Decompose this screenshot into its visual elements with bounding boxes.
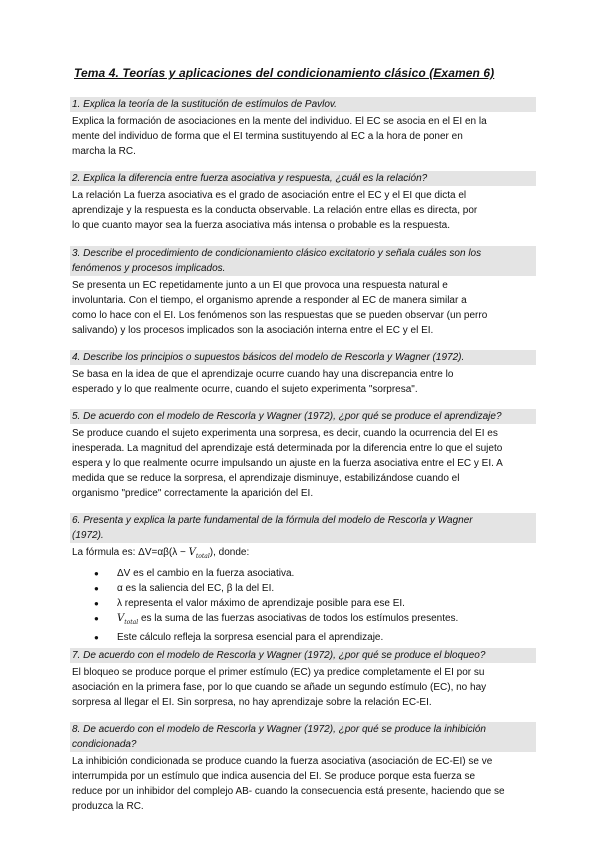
answer-line: El bloqueo se produce porque el primer estímulo (EC) ya predice completamente el EI por su	[72, 667, 485, 678]
answer-line: medida que se reduce la sorpresa, el aprendizaje disminuye, estabilizándose cuando el	[72, 473, 460, 484]
answer-line: La relación La fuerza asociativa es el grado de asociación entre el EC y el EI que dicta el	[72, 190, 467, 201]
question-4	[70, 350, 536, 397]
document-title: Tema 4. Teorías y aplicaciones del condicionamiento clásico (Examen 6)	[74, 66, 495, 80]
question-3	[70, 246, 536, 338]
bullet-item: ● α es la saliencia del EC, β la del EI.	[70, 581, 536, 596]
question-2-title: 2. Explica la diferencia entre fuerza asociativa y respuesta, ¿cuál es la relación?	[70, 171, 536, 186]
title-line: 3. Describe el procedimiento de condicionamiento clásico excitatorio y señala cuáles son los	[72, 248, 482, 259]
question-7-title: 7. De acuerdo con el modelo de Rescorla y Wagner (1972), ¿por qué se produce el bloqueo?	[70, 648, 536, 663]
question-3-answer	[70, 278, 536, 338]
question-4-answer	[70, 367, 536, 397]
answer-line: marcha la RC.	[72, 146, 136, 157]
question-8	[70, 722, 536, 814]
answer-line: espera y lo que realmente ocurre impulsando un ajuste en la fuerza asociativa entre el EC y EI. A	[72, 458, 503, 469]
title-line: condicionada?	[72, 739, 137, 750]
question-4-title: 4. Describe los principios o supuestos básicos del modelo de Rescorla y Wagner (1972).	[70, 350, 536, 365]
answer-line: sorpresa al llegar el EI. Sin sorpresa, no hay aprendizaje sobre la relación EC-EI.	[72, 697, 432, 708]
title-line: 6. Presenta y explica la parte fundamental de la fórmula del modelo de Rescorla y Wagner	[72, 515, 473, 526]
question-1-answer	[70, 114, 536, 159]
answer-line: asociación en la primera fase, por lo que cuando se añade un segundo estímulo (EC), no hay	[72, 682, 487, 693]
answer-line: salivando) y los procesos implicados son la asociación interna entre el EC y el EI.	[72, 325, 434, 336]
title-line: (1972).	[72, 530, 104, 541]
formula-bullet-list	[70, 566, 536, 645]
question-6-title	[70, 513, 536, 543]
question-3-title	[70, 246, 536, 276]
question-6-formula	[70, 545, 536, 564]
answer-line: como lo hace con el EI. Los fenómenos son las respuestas que se pueden observar (un perro	[72, 310, 488, 321]
question-2-answer	[70, 188, 536, 233]
bullet-item: ● Este cálculo refleja la sorpresa esencial para el aprendizaje.	[70, 630, 536, 645]
answer-line: interrumpida por un estímulo que indica ausencia del EI. Se produce porque esta fuerza se	[72, 771, 476, 782]
formula-subscript: total	[124, 619, 139, 626]
formula-variable: V	[188, 547, 196, 558]
question-5-title: 5. De acuerdo con el modelo de Rescorla y Wagner (1972), ¿por qué se produce el aprendizaje?	[70, 409, 536, 424]
answer-line: La inhibición condicionada se produce cuando la fuerza asociativa (asociación de EC-EI) se ve	[72, 756, 493, 767]
answer-line: esperado y lo que realmente ocurre, cuando el sujeto experimenta "sorpresa".	[72, 384, 418, 395]
answer-line: Se basa en la idea de que el aprendizaje ocurre cuando hay una discrepancia entre lo	[72, 369, 454, 380]
answer-line: reduce por un inhibidor del complejo AB- cuando la consecuencia está presente, haciendo que se	[72, 786, 505, 797]
question-1	[70, 97, 536, 159]
question-1-title: 1. Explica la teoría de la sustitución de estímulos de Pavlov.	[70, 97, 536, 112]
answer-line: organismo "predice" correctamente la aparición del EI.	[72, 488, 314, 499]
bullet-item: ● λ representa el valor máximo de aprendizaje posible para ese EI.	[70, 596, 536, 611]
formula-prefix: La fórmula es: ΔV=αβ(λ −	[72, 547, 189, 558]
bullet-item: ● $V_{total}$ es la suma de las fuerzas asociativas de todos los estímulos presentes.	[70, 611, 536, 630]
answer-line: aprendizaje y la respuesta es la conducta observable. La relación entre ellas es directa, por	[72, 205, 478, 216]
answer-line: Se presenta un EC repetidamente junto a un EI que provoca una respuesta natural e	[72, 280, 448, 291]
formula-suffix: ), donde:	[209, 547, 250, 558]
answer-line: produzca la RC.	[72, 801, 144, 812]
question-8-answer	[70, 754, 536, 814]
title-line: fenómenos y procesos implicados.	[72, 263, 226, 274]
question-7-answer	[70, 665, 536, 710]
formula-line	[72, 545, 534, 564]
question-7	[70, 648, 536, 710]
answer-line: Se produce cuando el sujeto experimenta una sorpresa, es decir, cuando la ocurrencia del EI es	[72, 428, 498, 439]
answer-line: Explica la formación de asociaciones en la mente del individuo. El EC se asocia en el EI en la	[72, 116, 487, 127]
question-8-title	[70, 722, 536, 752]
answer-line: inesperada. La magnitud del aprendizaje está determinada por la diferencia entre lo que el sujeto	[72, 443, 503, 454]
question-2	[70, 171, 536, 233]
question-5-answer	[70, 426, 536, 501]
bullet-item: ● ΔV es el cambio en la fuerza asociativa.	[70, 566, 536, 581]
question-6	[70, 513, 536, 645]
title-line: 8. De acuerdo con el modelo de Rescorla y Wagner (1972), ¿por qué se produce la inhibición	[72, 724, 486, 735]
answer-line: involuntaria. Con el tiempo, el organismo aprende a responder al EC de manera similar a	[72, 295, 467, 306]
answer-line: mente del individuo de forma que el EI termina sustituyendo al EC a la hora de poner en	[72, 131, 463, 142]
formula-variable: V	[117, 613, 125, 624]
formula-subscript: total	[195, 553, 210, 560]
answer-line: lo que cuanto mayor sea la fuerza asociativa más intensa o probable es la respuesta.	[72, 220, 450, 231]
question-5	[70, 409, 536, 501]
